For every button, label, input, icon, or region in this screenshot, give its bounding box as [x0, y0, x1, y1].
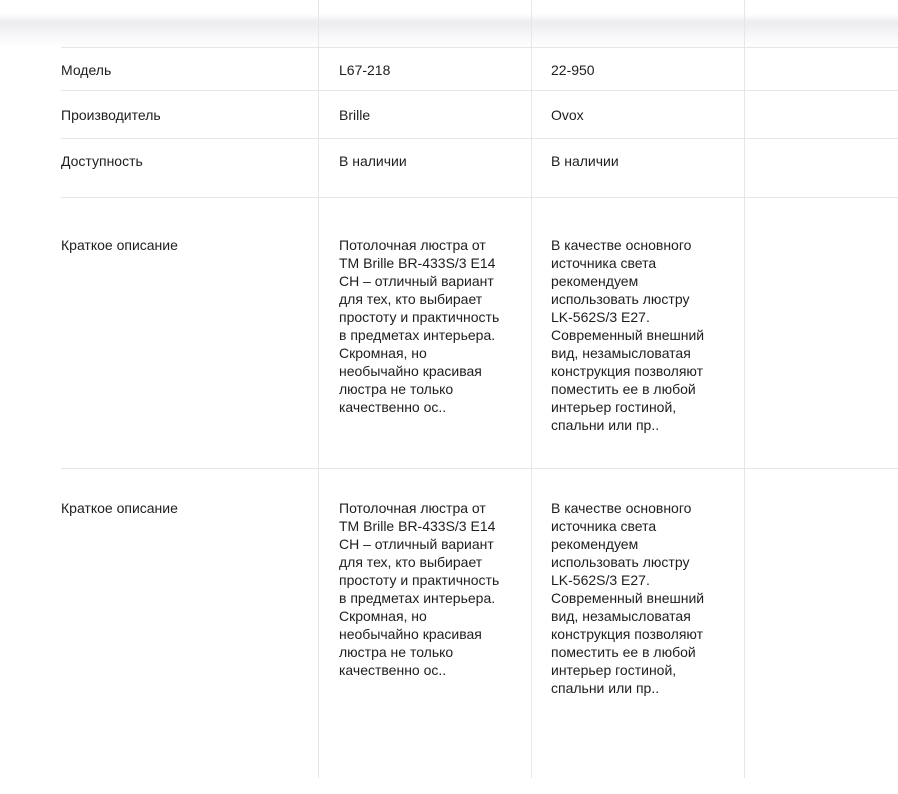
sticky-header-shadow — [0, 0, 898, 48]
cell-description-product-2: В качестве основного источника света рекомендуем использовать люстру LK-562S/3 E27. Современный внешний вид, незамысловатая конструкция позволяют поместить ее в любой интерьер гостиной, спальни или пр.. — [551, 237, 705, 433]
row-label-short-description: Краткое описание — [61, 500, 178, 516]
row-divider — [61, 47, 898, 48]
row-divider — [61, 197, 898, 198]
cell-description-product-1: Потолочная люстра от TM Brille BR-433S/3 E14 CH – отличный вариант для тех, кто выбирает простоту и практичность в предметах интерьера. Скромная, но необычайно красивая люстра не только качественно ос.. — [339, 237, 500, 415]
cell-manufacturer-product-1: Brille — [339, 107, 371, 123]
row-label-availability: Доступность — [61, 153, 143, 169]
row-label-model: Модель — [61, 62, 112, 78]
row-divider — [61, 468, 898, 469]
cell-description-product-1: Потолочная люстра от TM Brille BR-433S/3 E14 CH – отличный вариант для тех, кто выбирает простоту и практичность в предметах интерьера. Скромная, но необычайно красивая люстра не только качественно ос.. — [339, 500, 500, 678]
column-divider — [531, 0, 532, 778]
column-divider — [744, 0, 745, 778]
row-divider — [61, 138, 898, 139]
cell-availability-product-1: В наличии — [339, 153, 407, 169]
cell-description-product-2: В качестве основного источника света рекомендуем использовать люстру LK-562S/3 E27. Современный внешний вид, незамысловатая конструкция позволяют поместить ее в любой интерьер гостиной, спальни или пр.. — [551, 500, 705, 696]
cell-availability-product-2: В наличии — [551, 153, 619, 169]
cell-model-product-2: 22-950 — [551, 62, 595, 78]
cell-model-product-1: L67-218 — [339, 62, 391, 78]
row-label-manufacturer: Производитель — [61, 107, 161, 123]
row-divider — [61, 90, 898, 91]
row-label-short-description: Краткое описание — [61, 237, 178, 253]
column-divider — [318, 0, 319, 778]
cell-manufacturer-product-2: Ovox — [551, 107, 584, 123]
